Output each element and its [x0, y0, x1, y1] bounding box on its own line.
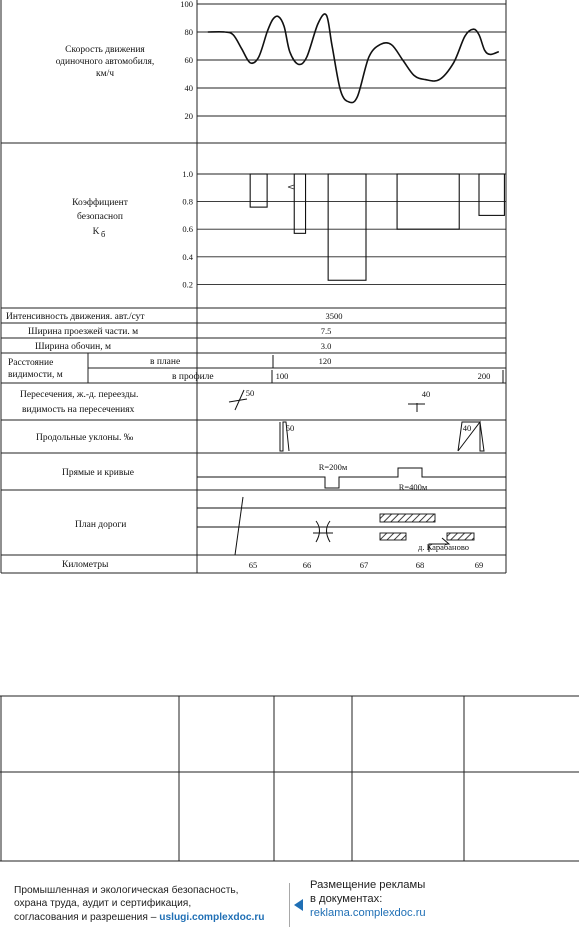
blank-table	[0, 695, 579, 865]
curve-radius-2: R=400м	[398, 482, 428, 492]
curves-label: Прямые и кривые	[62, 468, 134, 478]
arrow-left-icon	[294, 899, 303, 911]
crossing-visibility-2: 40	[421, 389, 431, 399]
ks-tick-label: 0.4	[182, 251, 193, 262]
visibility-label-line1: Расстояние	[8, 358, 54, 368]
ks-symbol: K	[92, 227, 100, 237]
visibility-profile-value-1: 100	[275, 371, 289, 381]
ks-bar	[479, 174, 504, 215]
crossings-label-line2: видимость на пересечениях	[22, 405, 135, 415]
ks-bar	[328, 174, 366, 280]
ks-symbol-subscript: б	[101, 229, 106, 239]
village-name: д. Карабаново	[418, 542, 470, 552]
building-block-1	[380, 514, 435, 522]
km-65: 65	[248, 560, 258, 570]
speed-label-line1: Скорость движения	[65, 45, 145, 55]
km-label: Километры	[62, 560, 109, 570]
footer-left-line3: согласования и разрешения –	[14, 911, 160, 923]
crossings-label-line1: Пересечения, ж.-д. переезды.	[20, 390, 139, 400]
grades-label: Продольные уклоны. ‰	[36, 433, 134, 443]
curves-line	[197, 468, 506, 488]
footer-right-line1: Размещение рекламы	[310, 879, 426, 891]
uslugi-link[interactable]: uslugi.complexdoc.ru	[159, 911, 265, 923]
grade-value-2: 40	[462, 423, 472, 433]
intensity-label: Интенсивность движения. авт./сут	[6, 312, 145, 322]
plan-label: План дороги	[75, 520, 127, 530]
speed-tick-label: 20	[184, 111, 193, 121]
speed-curve	[208, 14, 499, 103]
visibility-plan-label: в плане	[150, 357, 181, 367]
ks-tick-label: 0.2	[182, 279, 193, 290]
ks-bar	[294, 174, 305, 233]
reklama-link[interactable]: reklama.complexdoc.ru	[310, 906, 426, 919]
ks-label-line1: Коэффициент	[72, 198, 128, 208]
shoulder-label: Ширина обочин, м	[35, 342, 111, 352]
carriageway-value: 7.5	[320, 326, 332, 336]
visibility-profile-value-2: 200	[477, 371, 491, 381]
ks-tick-label: 1.0	[182, 169, 193, 179]
ks-label-line2: безопасноп	[77, 212, 123, 222]
visibility-label-line2: видимости, м	[8, 370, 63, 380]
km-67: 67	[359, 560, 369, 570]
km-69: 69	[474, 560, 484, 570]
ks-bar	[250, 174, 267, 207]
visibility-plan-value: 120	[318, 356, 332, 366]
footer-banner	[0, 875, 579, 932]
speed-tick-label: 60	[184, 55, 193, 65]
footer-right-text	[310, 879, 426, 920]
bridge-mark	[316, 521, 330, 542]
building-block-3	[447, 533, 474, 540]
speed-label-line2: одиночного автомобиля,	[55, 57, 155, 67]
carriageway-label: Ширина проезжей части. м	[28, 327, 139, 337]
footer-left-line1: Промышленная и экологическая безопасность,	[14, 885, 239, 896]
grade-value-1: 50	[285, 423, 295, 433]
speed-label-line3: км/ч	[95, 69, 115, 79]
footer-left-text	[14, 884, 265, 924]
curve-radius-1: R=200м	[318, 462, 348, 472]
crossing-visibility-1: 50	[245, 388, 255, 398]
speed-tick-label: 100	[180, 0, 193, 9]
ks-tick-label: 0.8	[182, 196, 193, 207]
speed-tick-label: 40	[184, 83, 193, 93]
km-66: 66	[302, 560, 312, 570]
visibility-profile-label: в профиле	[172, 372, 214, 382]
ks-tick-label: 0.6	[182, 224, 193, 235]
intensity-value: 3500	[325, 311, 343, 321]
footer-right-line2: в документах:	[310, 892, 383, 905]
speed-tick-label: 80	[184, 27, 193, 37]
building-block-2	[380, 533, 406, 540]
footer-left-line2: охрана труда, аудит и сертификация,	[14, 898, 192, 910]
side-road	[235, 497, 243, 555]
km-68: 68	[415, 560, 425, 570]
footer-divider	[289, 883, 290, 927]
shoulder-value: 3.0	[320, 341, 332, 351]
